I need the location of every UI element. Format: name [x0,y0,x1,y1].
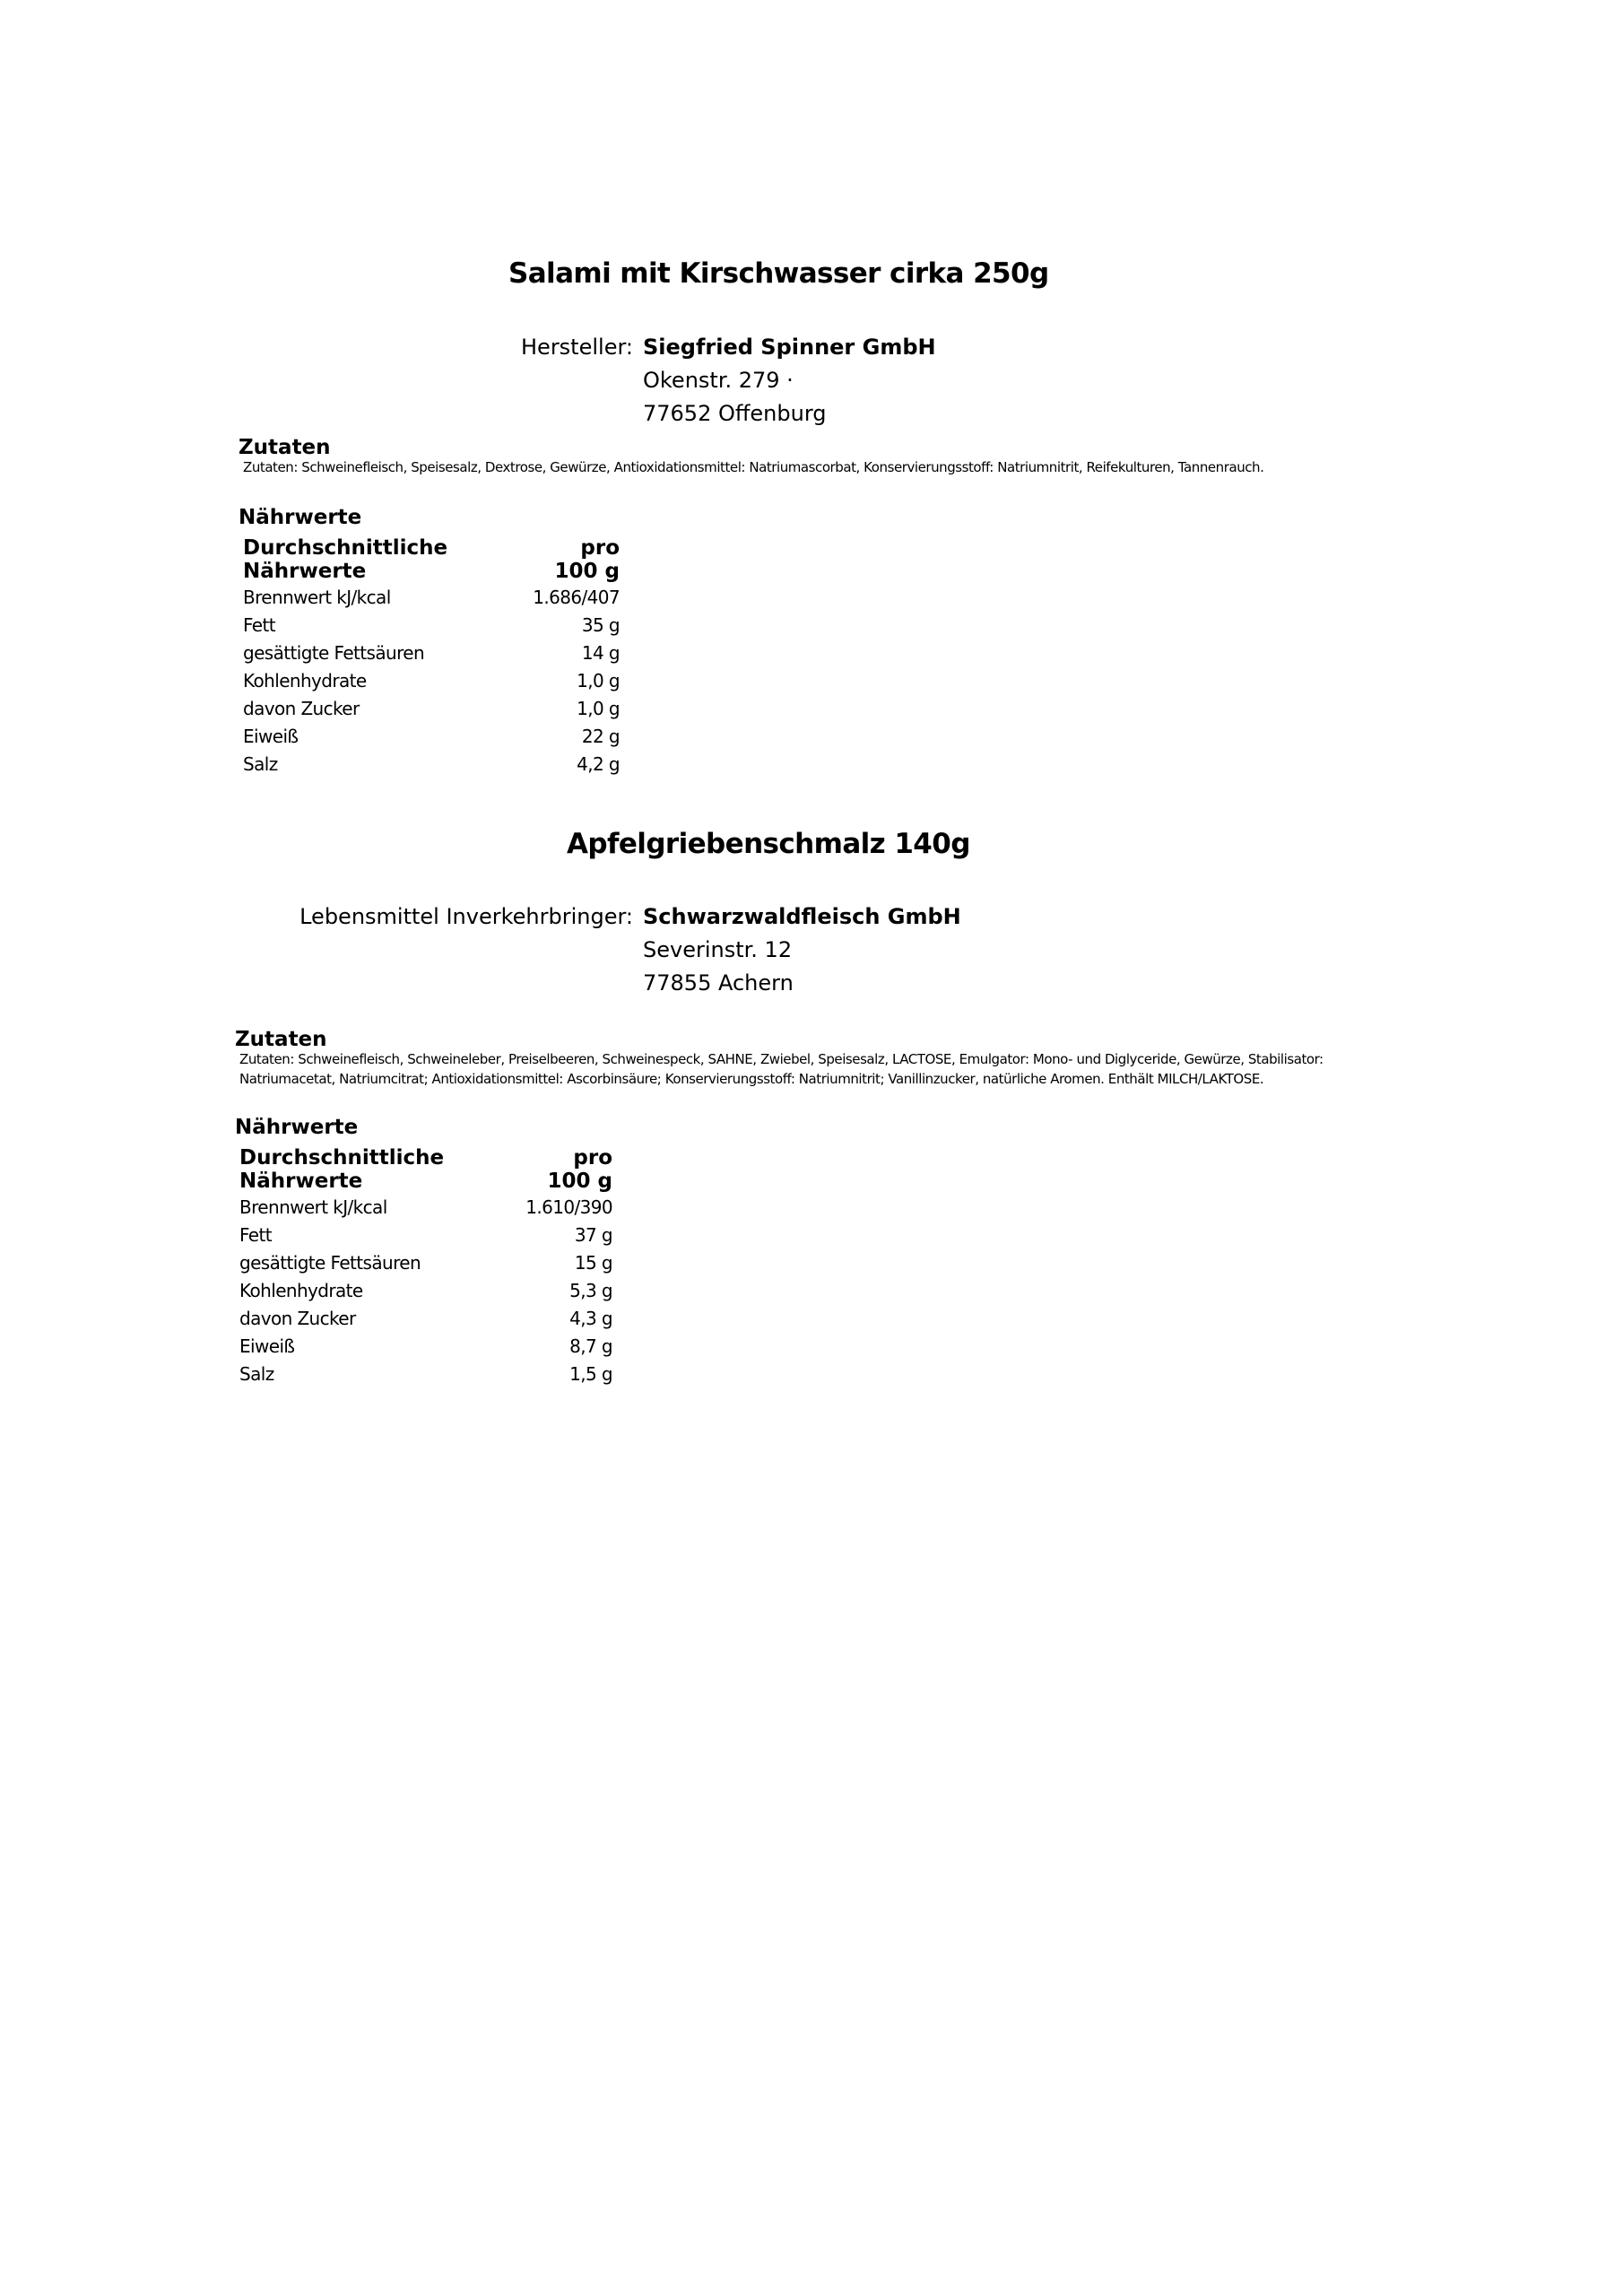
ingredients-heading: Zutaten [235,1028,327,1051]
nutrient-value: 14 g [581,641,620,664]
nutrient-value: 4,3 g [569,1307,612,1329]
table-row [239,1193,612,1221]
column-header-label: Durchschnittliche Nährwerte [243,536,448,583]
nutrient-value: 37 g [574,1223,612,1246]
address-label: Hersteller: [521,335,633,360]
nutrient-value: 22 g [581,725,620,747]
nutrient-label: Eiweiß [243,725,299,747]
table-row [243,639,620,666]
nutrient-label: gesättigte Fettsäuren [243,641,425,664]
table-row [243,694,620,722]
nutrient-value: 5,3 g [569,1279,612,1301]
nutrition-table [243,536,620,778]
nutrient-label: davon Zucker [239,1307,356,1329]
nutrient-label: Kohlenhydrate [243,669,367,691]
nutrient-value: 1.610/390 [525,1196,612,1218]
nutrient-value: 1,0 g [577,697,620,719]
company-name: Schwarzwaldfleisch GmbH [643,904,961,929]
table-row [243,666,620,694]
nutrient-value: 8,7 g [569,1335,612,1357]
nutrient-value: 15 g [574,1251,612,1274]
nutrient-label: gesättigte Fettsäuren [239,1251,421,1274]
nutrient-label: Fett [243,613,275,636]
nutrient-label: Kohlenhydrate [239,1279,363,1301]
company-street: Okenstr. 279 · [643,368,794,393]
table-row [239,1221,612,1248]
column-header-value: pro 100 g [547,1146,612,1193]
nutrition-heading: Nährwerte [239,506,362,529]
nutrient-label: davon Zucker [243,697,360,719]
nutrition-heading: Nährwerte [235,1116,359,1139]
column-header-value: pro 100 g [554,536,620,583]
company-street: Severinstr. 12 [643,937,793,962]
nutrient-label: Eiweiß [239,1335,295,1357]
address-label: Lebensmittel Inverkehrbringer: [299,904,633,929]
table-row [243,611,620,639]
table-row [239,1304,612,1332]
product-title: Salami mit Kirschwasser cirka 250g [508,257,1049,290]
nutrient-label: Brennwert kJ/kcal [243,586,391,608]
product-title: Apfelgriebenschmalz 140g [567,828,970,860]
nutrient-value: 35 g [581,613,620,636]
company-city: 77855 Achern [643,970,794,996]
nutrient-value: 1,5 g [569,1362,612,1385]
table-row [239,1332,612,1360]
table-row [243,583,620,611]
nutrition-table-header [239,1146,612,1193]
nutrient-label: Fett [239,1223,272,1246]
table-row [243,722,620,750]
table-row [239,1276,612,1304]
nutrient-label: Salz [243,752,278,775]
nutrient-value: 1,0 g [577,669,620,691]
nutrient-label: Brennwert kJ/kcal [239,1196,387,1218]
nutrition-table-header [243,536,620,583]
nutrient-value: 1.686/407 [533,586,620,608]
nutrition-table [239,1146,612,1387]
ingredients-heading: Zutaten [239,436,331,459]
ingredients-text: Zutaten: Schweinefleisch, Speisesalz, Dextrose, Gewürze, Antioxidationsmittel: Natriumascorbat, Konservierungsstoff: Natriumnitrit, Reifekulturen, Tannenrauch. [243,459,1264,475]
column-header-label: Durchschnittliche Nährwerte [239,1146,445,1193]
company-city: 77652 Offenburg [643,401,827,426]
table-row [239,1248,612,1276]
table-row [243,750,620,778]
nutrient-label: Salz [239,1362,274,1385]
company-name: Siegfried Spinner GmbH [643,335,936,360]
ingredients-text: Zutaten: Schweinefleisch, Schweineleber, Preiselbeeren, Schweinespeck, SAHNE, Zwiebel, Speisesalz, LACTOSE, Emulgator: Mono- und Diglyceride, Gewürze, Stabilisator: Natriumacetat, Natriumcitrat; Antioxidationsmittel: Ascorbinsäure; Konservierungsstoff: Natriumnitrit; Vanillinzucker, natürliche Aromen. Enthält MILCH/LAKTOSE. [239,1051,1324,1087]
nutrient-value: 4,2 g [577,752,620,775]
table-row [239,1360,612,1387]
